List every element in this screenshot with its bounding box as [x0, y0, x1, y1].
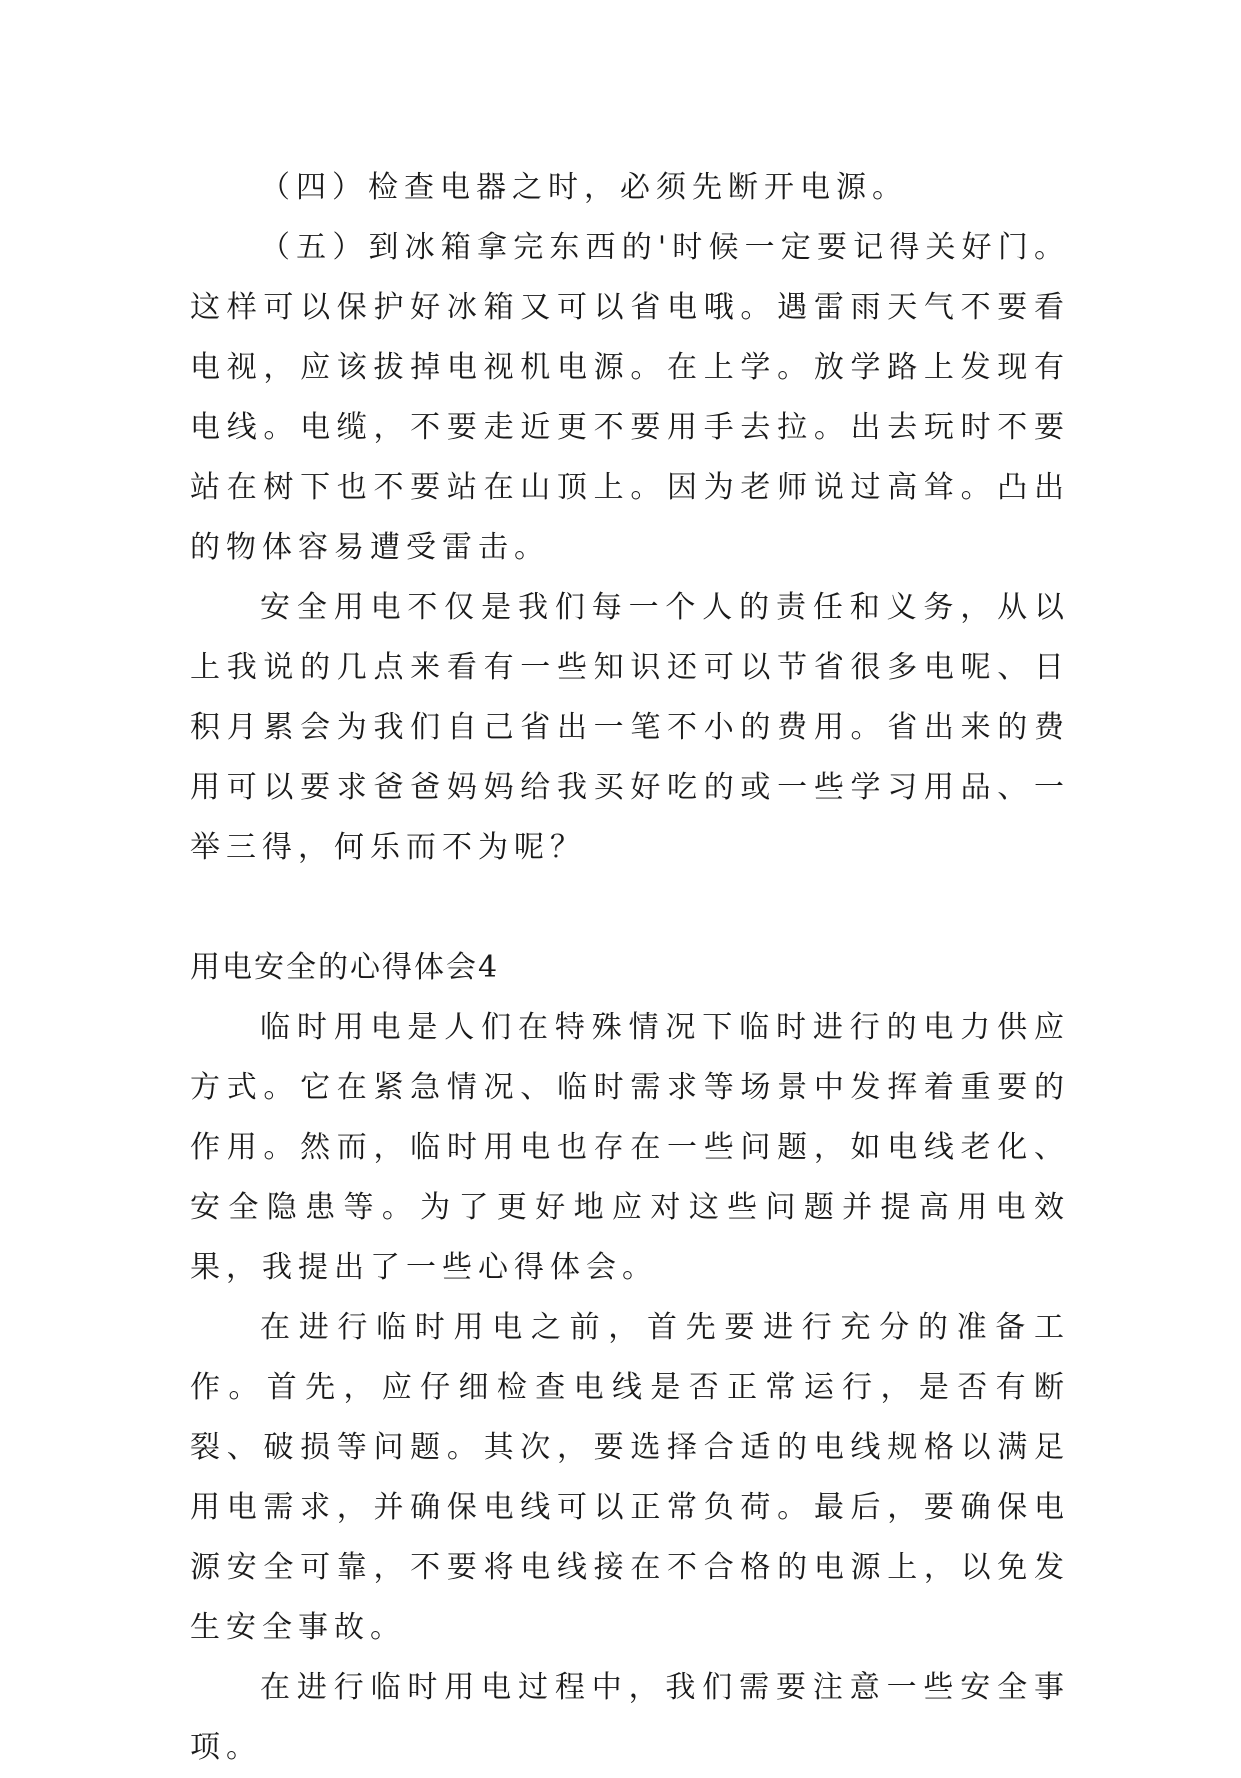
paragraph-safety: 在进行临时用电过程中，我们需要注意一些安全事项。 — [190, 1670, 1070, 1765]
paragraph-preparation: 在进行临时用电之前，首先要进行充分的准备工作。首先，应仔细检查电线是否正常运行，是否有断裂、破损等问题。其次，要选择合适的电线规格以满足用电需求，并确保电线可以正常负荷。最后，要确保电源安全可靠，不要将电线接在不合格的电源上，以免发生安全事故。 — [190, 1310, 1070, 1645]
document-body — [190, 158, 1070, 1778]
section-heading: 用电安全的心得体会4 — [190, 950, 500, 985]
paragraph-conclusion: 安全用电不仅是我们每一个人的责任和义务，从以上我说的几点来看有一些知识还可以节省很多电呢、日积月累会为我们自己省出一笔不小的费用。省出来的费用可以要求爸爸妈妈给我买好吃的或一些学习用品、一举三得，何乐而不为呢？ — [190, 590, 1070, 865]
paragraph-item-5: （五）到冰箱拿完东西的'时候一定要记得关好门。这样可以保护好冰箱又可以省电哦。遇雷雨天气不要看电视，应该拔掉电视机电源。在上学。放学路上发现有电线。电缆，不要走近更不要用手去拉。出去玩时不要站在树下也不要站在山顶上。因为老师说过高耸。凸出的物体容易遭受雷击。 — [190, 230, 1070, 565]
paragraph-intro: 临时用电是人们在特殊情况下临时进行的电力供应方式。它在紧急情况、临时需求等场景中发挥着重要的作用。然而，临时用电也存在一些问题，如电线老化、安全隐患等。为了更好地应对这些问题并提高用电效果，我提出了一些心得体会。 — [190, 1010, 1070, 1285]
paragraph-item-4: （四）检查电器之时，必须先断开电源。 — [260, 170, 908, 205]
